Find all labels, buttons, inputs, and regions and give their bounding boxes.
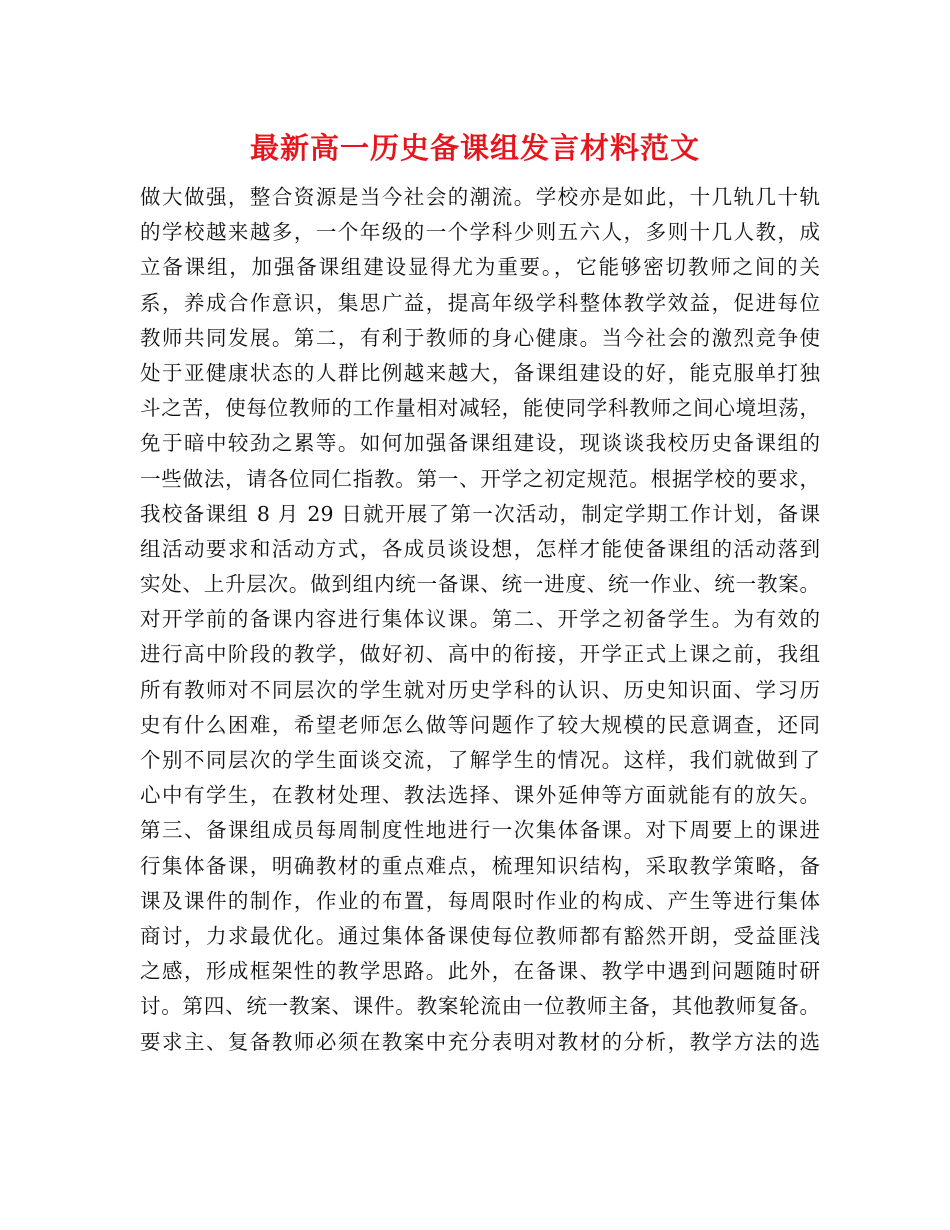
body-line: 教师共同发展。第二，有利于教师的身心健康。当今社会的激烈竞争使: [140, 325, 820, 350]
body-line: 实处、上升层次。做到组内统一备课、统一进度、统一作业、统一教案。: [140, 572, 820, 597]
body-line: 讨。第四、统一教案、课件。教案轮流由一位教师主备，其他教师复备。: [140, 994, 820, 1019]
body-line: 处于亚健康状态的人群比例越来越大，备课组建设的好，能克服单打独: [140, 360, 820, 385]
body-line: 我校备课组 8 月 29 日就开展了第一次活动，制定学期工作计划，备课: [140, 501, 820, 526]
body-line: 个别不同层次的学生面谈交流，了解学生的情况。这样，我们就做到了: [140, 748, 820, 772]
body-line: 的学校越来越多，一个年级的一个学科少则五六人，多则十几人教，成: [140, 220, 820, 245]
body-line: 斗之苦，使每位教师的工作量相对减轻，能使同学科教师之间心境坦荡，: [140, 396, 820, 421]
body-line: 行集体备课，明确教材的重点难点，梳理知识结构，采取教学策略，备: [140, 853, 820, 878]
document-title: 最新高一历史备课组发言材料范文: [249, 131, 700, 165]
body-line: 系，养成合作意识，集思广益，提高年级学科整体教学效益，促进每位: [140, 290, 820, 315]
body-line: 免于暗中较劲之累等。如何加强备课组建设，现谈谈我校历史备课组的: [140, 431, 820, 456]
body-line: 对开学前的备课内容进行集体议课。第二、开学之初备学生。为有效的: [140, 607, 820, 632]
body-line: 所有教师对不同层次的学生就对历史学科的认识、历史知识面、学习历: [140, 677, 820, 702]
body-line: 史有什么困难，希望老师怎么做等问题作了较大规模的民意调查，还同: [140, 712, 820, 737]
body-line: 一些做法，请各位同仁指教。第一、开学之初定规范。根据学校的要求，: [140, 466, 820, 491]
body-line: 商讨，力求最优化。通过集体备课使每位教师都有豁然开朗，受益匪浅: [140, 923, 820, 948]
body-line: 进行高中阶段的教学，做好初、高中的衔接，开学正式上课之前，我组: [140, 642, 820, 667]
body-line: 心中有学生，在教材处理、教法选择、课外延伸等方面就能有的放矢。: [140, 783, 820, 808]
body-line: 之感，形成框架性的教学思路。此外，在备课、教学中遇到问题随时研: [140, 959, 820, 984]
body-line: 立备课组，加强备课组建设显得尤为重要。，它能够密切教师之间的关: [140, 255, 820, 280]
document-body: [140, 180, 820, 1060]
body-line: 组活动要求和活动方式，各成员谈设想，怎样才能使备课组的活动落到: [140, 536, 820, 561]
body-line: 做大做强，整合资源是当今社会的潮流。学校亦是如此，十几轨几十轨: [140, 185, 820, 209]
body-line: 要求主、复备教师必须在教案中充分表明对教材的分析，教学方法的选: [140, 1029, 820, 1054]
body-line: 第三、备课组成员每周制度性地进行一次集体备课。对下周要上的课进: [140, 818, 820, 843]
body-line: 课及课件的制作，作业的布置，每周限时作业的构成、产生等进行集体: [140, 888, 820, 913]
